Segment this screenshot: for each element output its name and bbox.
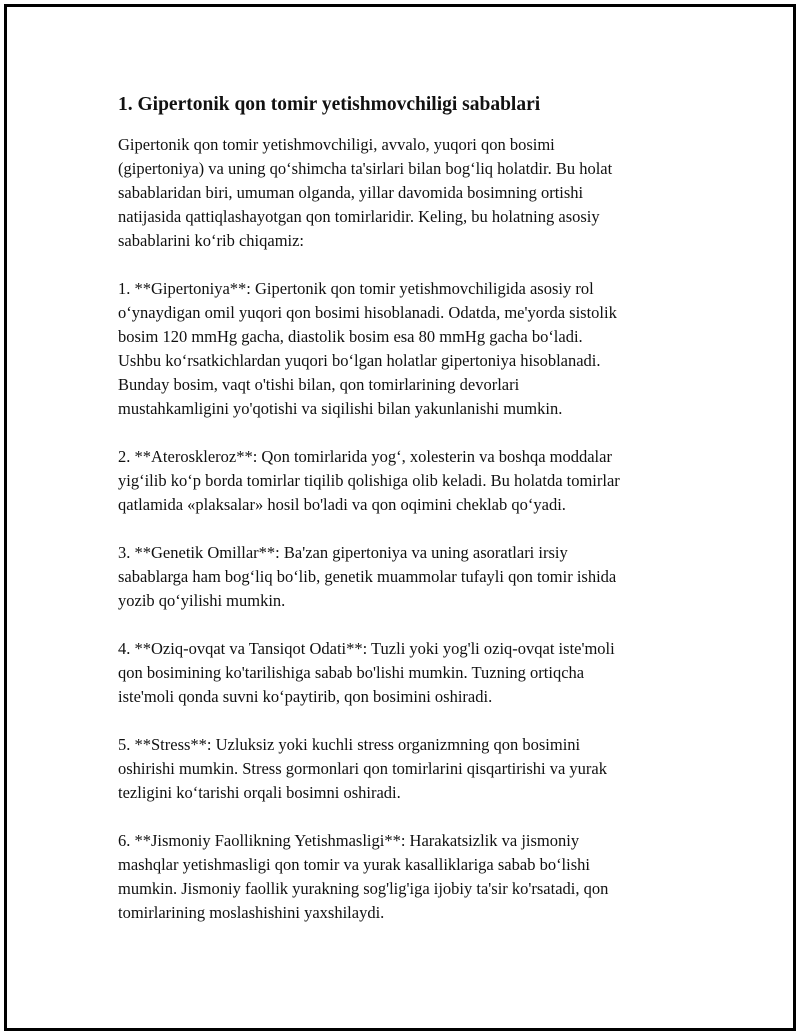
reason-gipertoniya-paragraph: 1. **Gipertoniya**: Gipertonik qon tomir yetishmovchiligida asosiy rol oʻynaydigan omil yuqori qon bosimi hisoblanadi. Odatda, me'yorda sistolik bosim 120 mmHg gacha, diastolik bosim esa 80 mmHg gacha boʻladi. Ushbu koʻrsatkichlardan yuqori boʻlgan holatlar gipertoniya hisoblanadi. Bunday bosim, vaqt o'tishi bilan, qon tomirlarining devorlari mustahkamligini yo'qotishi va siqilishi bilan yakunlanishi mumkin.: [118, 279, 617, 418]
reason-genetik-paragraph: 3. **Genetik Omillar**: Ba'zan gipertoniya va uning asoratlari irsiy sabablarga ham bogʻliq boʻlib, genetik muammolar tufayli qon tomir ishida yozib qoʻyilishi mumkin.: [118, 543, 617, 610]
reason-stress-paragraph: 5. **Stress**: Uzluksiz yoki kuchli stress organizmning qon bosimini oshirishi mumkin. Stress gormonlari qon tomirlarini qisqartirishi va yurak tezligini koʻtarishi orqali bosimni oshiradi.: [118, 735, 607, 802]
reason-oziq-ovqat-paragraph: 4. **Oziq-ovqat va Tansiqot Odati**: Tuzli yoki yog'li oziq-ovqat iste'moli qon bosimining ko'tarilishiga sabab bo'lishi mumkin. Tuzning ortiqcha iste'moli qonda suvni koʻpaytirib, qon bosimini oshiradi.: [118, 639, 615, 706]
reason-ateroskleroz-paragraph: 2. **Ateroskleroz**: Qon tomirlarida yogʻ, xolesterin va boshqa moddalar yigʻilib koʻp borda tomirlar tiqilib qolishiga olib keladi. Bu holatda tomirlar qatlamida «plaksalar» hosil bo'ladi va qon oqimini cheklab qoʻyadi.: [118, 447, 620, 514]
reason-jismoniy-paragraph: 6. **Jismoniy Faollikning Yetishmasligi**: Harakatsizlik va jismoniy mashqlar yetishmasligi qon tomir va yurak kasalliklariga sabab boʻlishi mumkin. Jismoniy faollik yurakning sog'lig'iga ijobiy ta'sir ko'rsatadi, qon tomirlarining moslashishini yaxshilaydi.: [118, 831, 609, 922]
document-body: [118, 92, 688, 949]
intro-paragraph: Gipertonik qon tomir yetishmovchiligi, avvalo, yuqori qon bosimi (gipertoniya) va uning qoʻshimcha ta'sirlari bilan bogʻliq holatdir. Bu holat sabablaridan biri, umuman olganda, yillar davomida bosimning ortishi natijasida qattiqlashayotgan qon tomirlaridir. Keling, bu holatning asosiy sabablarini koʻrib chiqamiz:: [118, 135, 613, 250]
document-title: 1. Gipertonik qon tomir yetishmovchiligi sabablari: [118, 94, 541, 115]
